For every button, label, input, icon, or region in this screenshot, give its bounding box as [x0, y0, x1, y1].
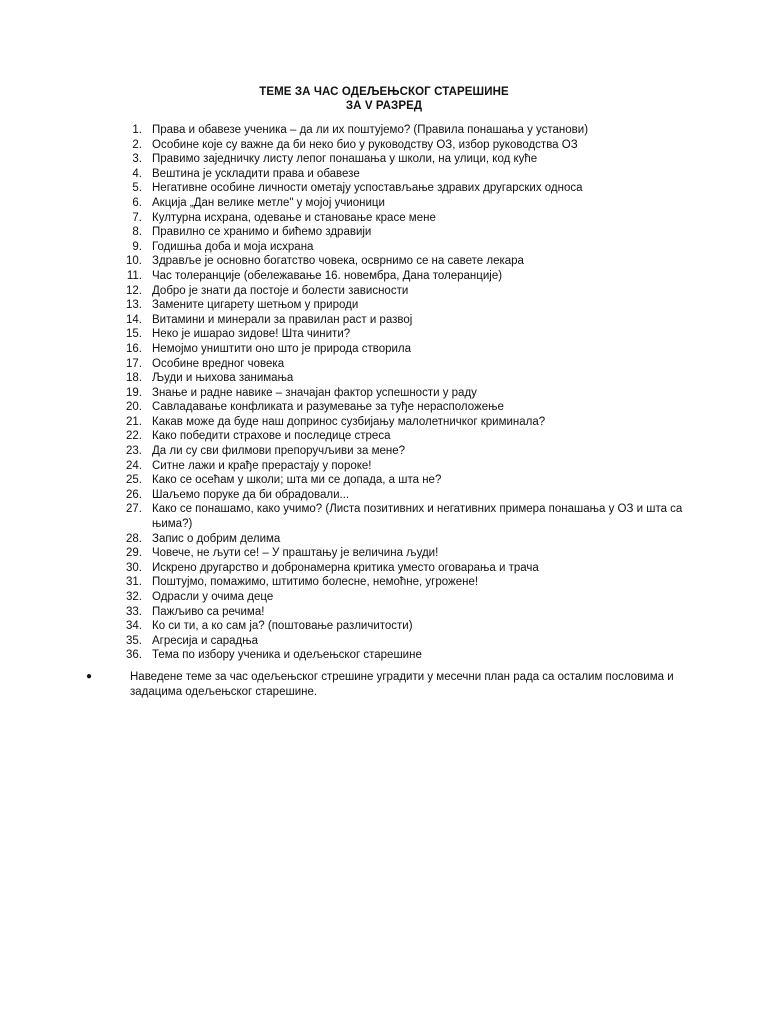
topic-text: Акција „Дан велике метле" у мојој учионици [152, 196, 385, 209]
topic-text: Замените цигарету шетњом у природи [152, 299, 359, 312]
list-item [110, 532, 690, 547]
topic-number: 22. [126, 430, 142, 443]
topic-text: Културна исхрана, одевање и становање красе мене [152, 211, 436, 224]
list-item [110, 138, 690, 153]
topic-text: Знање и радне навике – значајан фактор успешности у раду [152, 386, 477, 399]
note-text: Наведене теме за час одељењског стрешине уградити у месечни план рада са осталим пословима и задацима одељењског старешине. [130, 671, 674, 698]
topic-text: Права и обавезе ученика – да ли их поштујемо? (Правила понашања у установи) [152, 124, 589, 136]
topic-number: 11. [126, 269, 142, 282]
topic-number: 5. [132, 182, 142, 195]
topic-text: Особине које су важне да би неко био у руководству ОЗ, избор руководства ОЗ [152, 138, 578, 151]
list-item [110, 225, 690, 240]
topic-number: 33. [126, 605, 142, 618]
list-item [110, 619, 690, 634]
topic-text: Правилно се хранимо и бићемо здравији [152, 226, 372, 239]
topic-number: 35. [126, 634, 142, 647]
list-item [110, 634, 690, 649]
topic-text: Савладавање конфликата и разумевање за туђе нерасположење [152, 401, 504, 414]
list-item [110, 605, 690, 620]
list-item [110, 400, 690, 415]
list-item [110, 254, 690, 269]
topic-number: 1. [132, 124, 142, 136]
list-item [110, 123, 690, 138]
list-item [110, 327, 690, 342]
bullet-icon: ● [86, 671, 93, 682]
topic-number: 29. [126, 547, 142, 560]
topic-number: 13. [126, 299, 142, 312]
topic-text: Одрасли у очима деце [152, 591, 274, 603]
list-item [110, 269, 690, 284]
list-item [110, 590, 690, 605]
list-item [110, 648, 690, 663]
topic-number: 36. [126, 649, 142, 662]
topic-number: 19. [126, 386, 142, 399]
topic-text: Добро је знати да постоје и болести зависности [152, 284, 409, 297]
list-item [110, 357, 690, 372]
list-item [110, 371, 690, 386]
topic-text: Поштујмо, помажимо, штитимо болесне, немоћне, угрожене! [152, 576, 479, 589]
topic-text: Искрено другарство и добронамерна критика уместо оговарања и трача [152, 561, 539, 574]
topic-number: 14. [126, 313, 142, 326]
topic-number: 2. [132, 138, 142, 151]
list-item [110, 152, 690, 167]
topic-text: Годишња доба и моја исхрана [152, 240, 314, 253]
topic-number: 27. [126, 503, 142, 516]
list-item [110, 444, 690, 459]
topic-number: 28. [126, 532, 142, 545]
list-item [110, 488, 690, 503]
topic-text: Људи и њихова занимања [152, 372, 294, 385]
list-item [110, 298, 690, 313]
topic-text: Здравље је основно богатство човека, осврнимо се на савете лекара [152, 255, 524, 268]
topic-text: Да ли су сви филмови препоручљиви за мене? [152, 445, 406, 458]
topic-text: Шаљемо поруке да би обрадовали... [152, 488, 350, 501]
topic-number: 4. [132, 167, 142, 180]
list-item [110, 167, 690, 182]
topic-number: 21. [126, 415, 142, 428]
topic-text: Човече, не љути се! – У праштању је величина људи! [152, 547, 439, 560]
topic-text: Витамини и минерали за правилан раст и развој [152, 313, 413, 326]
topic-number: 16. [126, 342, 142, 355]
topic-number: 12. [126, 284, 142, 297]
topic-number: 34. [126, 620, 142, 633]
note-paragraph [86, 670, 686, 699]
topic-text: Запис о добрим делима [152, 532, 281, 545]
topic-number: 17. [126, 357, 142, 370]
topic-text: Како се осећам у школи; шта ми се допада, а шта не? [152, 474, 442, 487]
title-line-2: ЗА V РАЗРЕД [345, 100, 423, 112]
list-item [110, 415, 690, 430]
list-item [110, 561, 690, 576]
topic-number: 24. [126, 459, 142, 472]
topic-list [110, 123, 690, 663]
topic-number: 8. [132, 226, 142, 239]
topic-number: 6. [132, 196, 142, 209]
topic-text: Час толеранције (обележавање 16. новембра, Дана толеранције) [152, 269, 503, 282]
topic-number: 31. [126, 576, 142, 589]
document-title [0, 85, 768, 113]
topic-text: Тема по избору ученика и одељењског старешине [152, 649, 422, 662]
topic-text: Ситне лажи и крађе прерастају у пороке! [152, 459, 372, 472]
topic-number: 32. [126, 591, 142, 603]
list-item [110, 313, 690, 328]
topic-text: Правимо заједничку листу лепог понашања у школи, на улици, код куће [152, 153, 538, 166]
list-item [110, 386, 690, 401]
topic-number: 7. [132, 211, 142, 224]
list-item [110, 284, 690, 299]
topic-text: Немојмо уништити оно што је природа створила [152, 342, 412, 355]
topic-number: 15. [126, 328, 142, 341]
topic-number: 30. [126, 561, 142, 574]
topic-number: 20. [126, 401, 142, 414]
topic-text: Особине вредног човека [152, 357, 285, 370]
list-item [110, 502, 690, 531]
topic-text: Пажљиво са речима! [152, 605, 265, 618]
topic-text: Како се понашамо, како учимо? (Листа позитивних и негативних примера понашања у ОЗ и шта са њима?) [152, 503, 683, 531]
list-item [110, 473, 690, 488]
topic-number: 25. [126, 474, 142, 487]
topic-number: 3. [132, 153, 142, 166]
title-line-1: ТЕМЕ ЗА ЧАС ОДЕЉЕЊСКОГ СТАРЕШИНЕ [259, 86, 509, 98]
list-item [110, 575, 690, 590]
topic-number: 9. [132, 240, 142, 253]
topic-text: Ко си ти, а ко сам ја? (поштовање различитости) [152, 620, 413, 633]
topic-text: Неко је ишарао зидове! Шта чинити? [152, 328, 351, 341]
list-item [110, 211, 690, 226]
topic-text: Агресија и сарадња [152, 634, 258, 647]
list-item [110, 342, 690, 357]
list-item [110, 429, 690, 444]
topic-number: 26. [126, 488, 142, 501]
topic-text: Вештина је ускладити права и обавезе [152, 167, 360, 180]
topic-text: Негативне особине личности ометају успостављање здравих другарских односа [152, 182, 583, 195]
topic-number: 23. [126, 445, 142, 458]
list-item [110, 181, 690, 196]
topic-text: Како победити страхове и последице стреса [152, 430, 391, 443]
list-item [110, 546, 690, 561]
topic-number: 10. [126, 255, 142, 268]
list-item [110, 196, 690, 211]
topic-number: 18. [126, 372, 142, 385]
list-item [110, 240, 690, 255]
topic-text: Какав може да буде наш допринос сузбијању малолетничког криминала? [152, 415, 546, 428]
list-item [110, 459, 690, 474]
